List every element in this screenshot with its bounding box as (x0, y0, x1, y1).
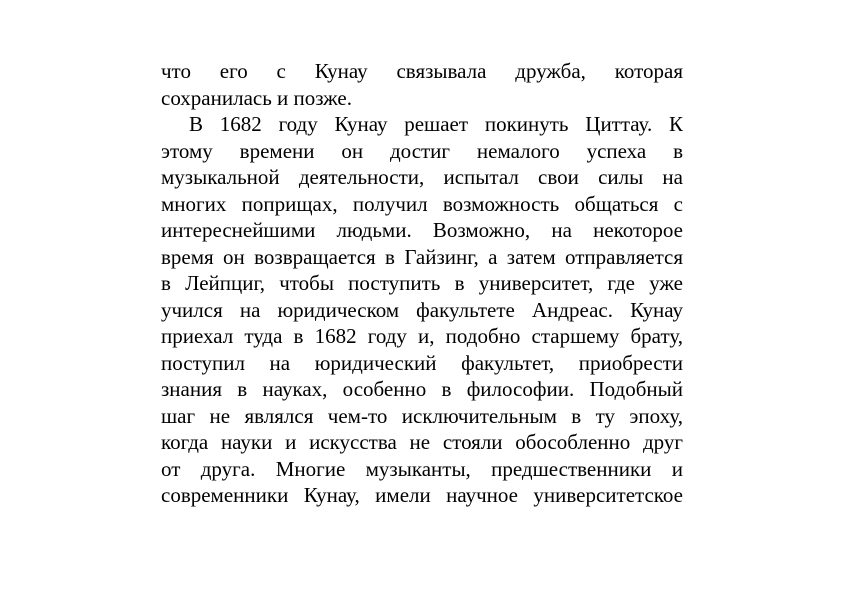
body-text (161, 58, 683, 509)
text-line: многих поприщах, получил возможность общаться с (161, 191, 683, 216)
text-line: учился на юридическом факультете Андреас. Кунау (161, 297, 683, 322)
text-line: шаг не являлся чем-то исключительным в ту эпоху, (161, 403, 683, 428)
text-line: поступил на юридический факультет, приобрести (161, 350, 683, 375)
text-line: сохранилась и позже. (161, 85, 352, 110)
text-line: время он возвращается в Гайзинг, а затем отправляется (161, 244, 683, 269)
text-line: когда науки и искусства не стояли обособленно друг (161, 430, 683, 454)
text-line: от друга. Многие музыканты, предшественники и (161, 456, 683, 481)
text-line: в Лейпциг, чтобы поступить в университет, где уже (161, 271, 683, 295)
text-line: современники Кунау, имели научное университетское (161, 483, 683, 507)
text-line: приехал туда в 1682 году и, подобно старшему брату, (161, 324, 683, 348)
text-line: интереснейшими людьми. Возможно, на некоторое (161, 218, 683, 242)
text-line: знания в науках, особенно в философии. Подобный (161, 377, 683, 401)
text-line: музыкальной деятельности, испытал свои силы на (161, 165, 683, 189)
paragraph-first-line: В 1682 году Кунау решает покинуть Циттау. К (189, 112, 683, 136)
text-line: что его с Кунау связывала дружба, которая (161, 59, 683, 83)
text-line: этому времени он достиг немалого успеха в (161, 138, 683, 163)
